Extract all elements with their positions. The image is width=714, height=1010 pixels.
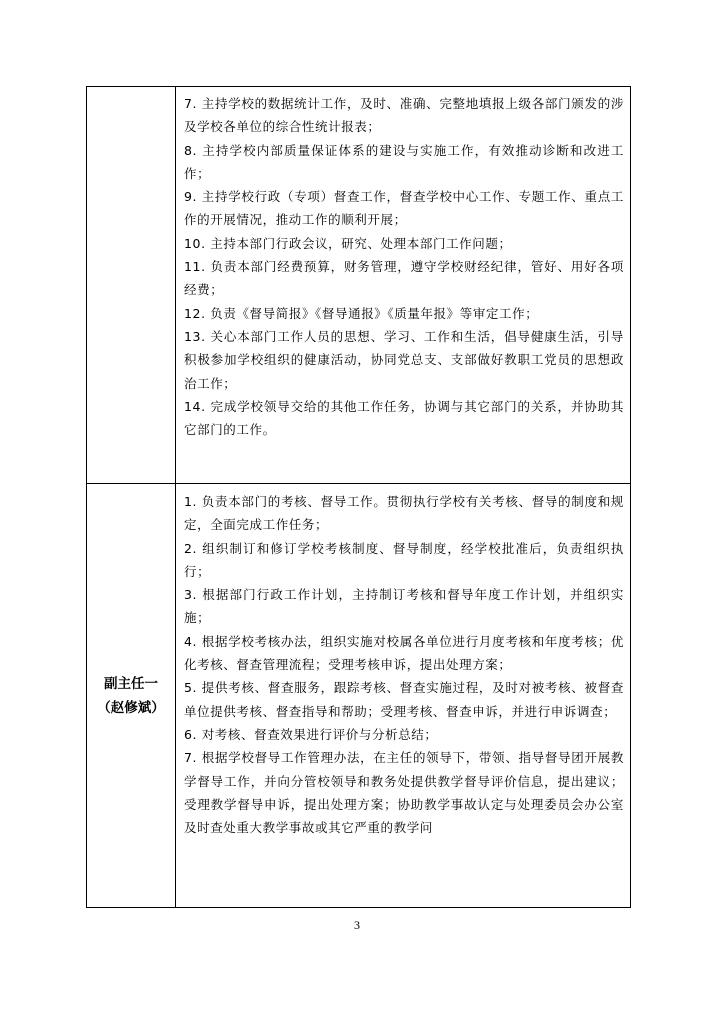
duty-item: 10. 主持本部门行政会议，研究、处理本部门工作问题； xyxy=(184,235,512,251)
duty-content-cell xyxy=(176,87,631,484)
table-row xyxy=(87,484,631,908)
role-cell xyxy=(87,484,176,908)
duty-item: 3. 根据部门行政工作计划，主持制订考核和督导年度工作计划，并组织实施； xyxy=(184,587,624,626)
duty-item: 13. 关心本部门工作人员的思想、学习、工作和生活，倡导健康生活，引导积极参加学校组织的健康活动，协同党总支、支部做好教职工党员的思想政治工作； xyxy=(184,328,624,391)
duty-item: 12. 负责《督导简报》《督导通报》《质量年报》等审定工作； xyxy=(184,305,539,321)
duty-item: 7. 根据学校督导工作管理办法，在主任的领导下，带领、指导督导团开展教学督导工作，并向分管校领导和教务处提供教学督导评价信息，提出建议；受理教学督导申诉，提出处理方案；协助教学事故认定与处理委员会办公室及时查处重大教学事故或其它严重的教学问 xyxy=(184,750,624,836)
duty-table xyxy=(86,86,631,908)
duty-item: 4. 根据学校考核办法，组织实施对校属各单位进行月度考核和年度考核；优化考核、督查管理流程；受理考核申诉，提出处理方案； xyxy=(184,633,624,673)
duty-item: 2. 组织制订和修订学校考核制度、督导制度，经学校批准后，负责组织执行； xyxy=(184,540,624,579)
role-person: （赵修斌） xyxy=(97,699,165,716)
duty-item: 7. 主持学校的数据统计工作，及时、准确、完整地填报上级各部门颁发的涉及学校各单位的综合性统计报表； xyxy=(184,96,624,135)
duty-item: 14. 完成学校领导交给的其他工作任务，协调与其它部门的关系，并协助其它部门的工作。 xyxy=(184,398,624,438)
role-title: 副主任一 xyxy=(104,675,158,692)
duty-content-cell xyxy=(176,484,631,908)
duty-item: 9. 主持学校行政（专项）督查工作，督查学校中心工作、专题工作、重点工作的开展情况，推动工作的顺利开展； xyxy=(184,189,624,228)
duty-item: 8. 主持学校内部质量保证体系的建设与实施工作，有效推动诊断和改进工作； xyxy=(184,142,624,181)
table-row xyxy=(87,87,631,484)
duty-item: 5. 提供考核、督查服务，跟踪考核、督查实施过程，及时对被考核、被督查单位提供考核、督查指导和帮助；受理考核、督查申诉，并进行申诉调查； xyxy=(184,680,624,719)
page-number: 3 xyxy=(354,918,360,932)
duty-item: 6. 对考核、督查效果进行评价与分析总结； xyxy=(184,726,438,742)
role-cell xyxy=(87,87,176,484)
duty-item: 11. 负责本部门经费预算，财务管理，遵守学校财经纪律，管好、用好各项经费； xyxy=(184,259,624,298)
duty-item: 1. 负责本部门的考核、督导工作。贯彻执行学校有关考核、督导的制度和规定，全面完成工作任务； xyxy=(184,494,624,533)
